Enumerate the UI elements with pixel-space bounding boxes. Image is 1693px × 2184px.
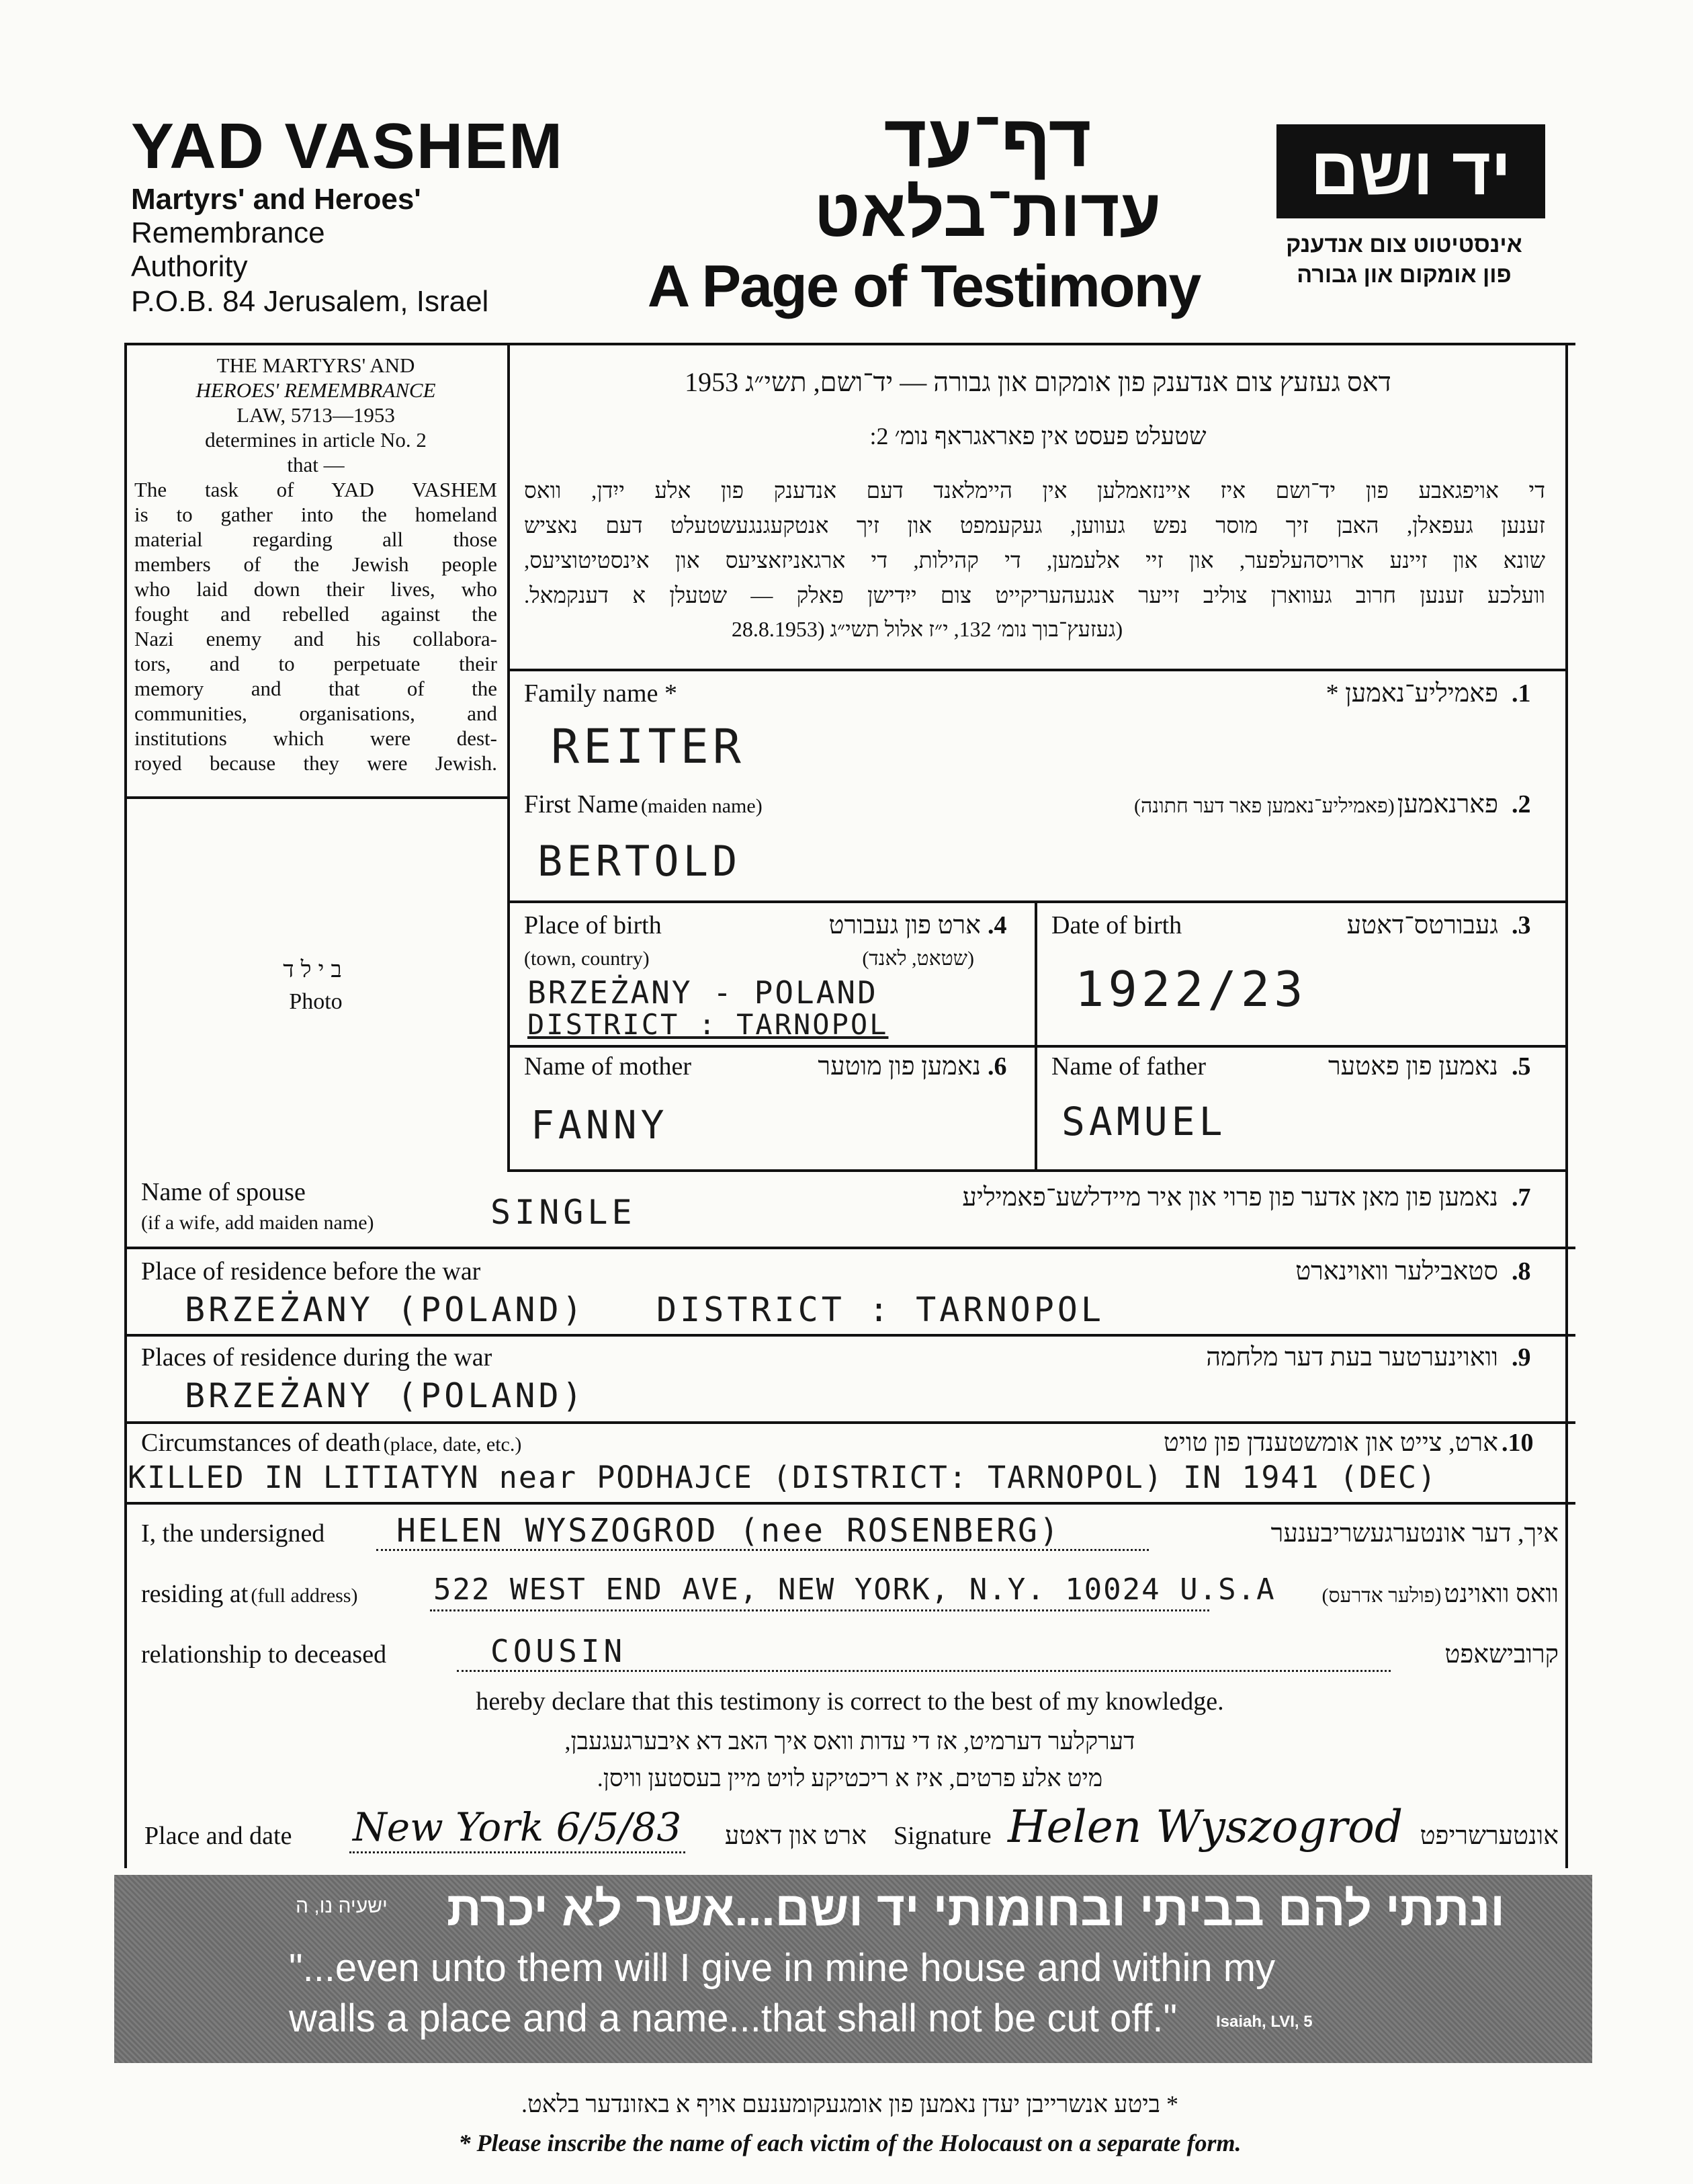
place-of-birth-value-2[interactable]: DISTRICT : TARNOPOL: [527, 1008, 889, 1041]
task-line: memory and that of the: [134, 677, 497, 700]
first-name-value[interactable]: BERTOLD: [537, 837, 742, 886]
banner-en-2: walls a place and a name...that shall not be cut off.": [289, 1997, 1178, 2040]
logo-sub-2: פון אומקום און גבורה: [1297, 262, 1512, 288]
org-block: [131, 110, 564, 320]
signature-value[interactable]: Helen Wyszogrod: [1008, 1801, 1403, 1853]
heb-title-2: עדות־בלאט: [814, 175, 1162, 251]
first-name-heb: פארנאמען: [1397, 790, 1498, 818]
logo-box: [1276, 124, 1545, 218]
banner-heb-ref: ישעיה נו, ה: [296, 1895, 388, 1917]
heb-law-body-line: די אויפגאבע פון יד־ושם איז איינזאמלען אין היימלאנד דעם אנדענק פון אלע ייִדן, וואס: [524, 479, 1545, 503]
place-of-birth-heb: ארט פון געבורט: [828, 911, 981, 939]
law-line-1: THE MARTYRS' AND: [216, 353, 415, 377]
first-name-heb-wrap: [974, 790, 1498, 819]
place-date-value[interactable]: New York 6/5/83: [353, 1804, 682, 1850]
death-label-wrap: [141, 1428, 521, 1458]
residence-before-label: Place of residence before the war: [141, 1257, 481, 1286]
photo-heb: בילד: [283, 958, 349, 982]
heb-law-line-2: שטעלט פעסט אין פאראגראף נומ׳ 2:: [869, 423, 1207, 450]
residing-label-small: (full address): [251, 1585, 358, 1607]
heb-title-1: דף־עד: [883, 99, 1092, 182]
residing-value[interactable]: 522 WEST END AVE, NEW YORK, N.Y. 10024 U.S.A: [433, 1572, 1276, 1607]
mother-num: .6: [988, 1052, 1007, 1081]
date-of-birth-value[interactable]: 1922/23: [1075, 961, 1307, 1017]
mother-label: Name of mother: [524, 1052, 692, 1081]
residence-before-heb: סטאבילער וואוינארט: [1295, 1257, 1498, 1286]
task-line: Nazi enemy and his collabora-: [134, 627, 497, 650]
law-line-2: HEROES' REMEMBRANCE: [196, 378, 436, 402]
banner-en-1: "...even unto them will I give in mine house and within my: [289, 1946, 1276, 1990]
relation-value[interactable]: COUSIN: [490, 1633, 627, 1669]
mother-heb: נאמען פון מוטער: [818, 1052, 981, 1081]
residing-heb-small: (פולער אדרעס): [1321, 1585, 1442, 1607]
signature-heb: אונטערשריפט: [1420, 1822, 1559, 1850]
family-name-label: Family name *: [524, 679, 677, 708]
org-sub-3: Authority: [131, 250, 248, 283]
heb-law-ref: (געזעץ־בוך נומ׳ 132, י״ז אלול תשי״ג (28.8.1953: [731, 617, 1123, 641]
place-of-birth-value-1[interactable]: BRZEŻANY - POLAND: [527, 974, 878, 1011]
org-sub-2: Remembrance: [131, 216, 325, 249]
task-line: members of the Jewish people: [134, 552, 497, 576]
task-line: communities, organisations, and: [134, 702, 497, 725]
banner-en-ref: Isaiah, LVI, 5: [1216, 2013, 1313, 2031]
first-name-label: First Name: [524, 790, 638, 818]
task-line: fought and rebelled against the: [134, 602, 497, 626]
father-label: Name of father: [1051, 1052, 1206, 1081]
place-of-birth-num: .4: [988, 911, 1007, 939]
place-of-birth-heb-small: (שטאט, לאנד): [862, 948, 974, 970]
law-line-5: that —: [287, 453, 345, 476]
signature-label: Signature: [894, 1822, 992, 1850]
father-value[interactable]: SAMUEL: [1061, 1099, 1227, 1144]
law-task: [134, 477, 497, 775]
father-num: .5: [1512, 1052, 1531, 1081]
first-name-heb-small: (פאמיליע־נאמען פאר דער חתונה): [1134, 795, 1395, 817]
mother-value[interactable]: FANNY: [531, 1102, 668, 1148]
spouse-heb: נאמען פון מאן אדער פון פרוי און איר מיידלשע־פאמיליע: [962, 1183, 1498, 1212]
residence-before-value[interactable]: BRZEŻANY (POLAND) DISTRICT : TARNOPOL: [185, 1290, 1104, 1329]
place-of-birth-small: (town, country): [524, 948, 650, 970]
heb-law-body-line: וועלכע זענען חרוב געווארן צוליב זייער אנגעהעריקייט צום ייִדישן פאלק — שטעלן א דענקמאל.: [524, 584, 1545, 608]
father-heb: נאמען פון פאטער: [1328, 1052, 1498, 1081]
relation-heb: קרובישאפט: [1444, 1640, 1559, 1669]
photo-label: Photo: [289, 989, 343, 1014]
residing-heb-wrap: [1216, 1579, 1559, 1609]
law-box: [134, 353, 497, 775]
scripture-banner: [114, 1875, 1592, 2063]
task-line: institutions which were dest-: [134, 726, 497, 750]
place-date-label: Place and date: [144, 1822, 292, 1850]
org-sub-4: P.O.B. 84 Jerusalem, Israel: [131, 285, 489, 318]
residence-during-label: Places of residence during the war: [141, 1343, 492, 1372]
death-label: Circumstances of death: [141, 1429, 381, 1457]
family-name-value[interactable]: REITER: [551, 719, 745, 774]
date-of-birth-num: .3: [1512, 911, 1531, 939]
death-label-small: (place, date, etc.): [383, 1433, 522, 1456]
logo-text: יד ושם: [1310, 134, 1512, 209]
residence-before-num: .8: [1512, 1257, 1531, 1286]
spouse-value[interactable]: SINGLE: [490, 1193, 636, 1232]
undersigned-value[interactable]: HELEN WYSZOGROD (nee ROSENBERG): [396, 1512, 1061, 1550]
banner-heb: ונתתי להם בביתי ובחומותי יד ושם...אשר לא יכרת: [446, 1882, 1505, 1936]
death-value[interactable]: KILLED IN LITIATYN near PODHAJCE (DISTRICT: TARNOPOL) IN 1941 (DEC): [128, 1460, 1438, 1495]
heb-law-body-line: שונא און זיינע ארויסהעלפער, און זיי אלעמען, די קהילות, די ארגאניזאציעס און אינסטיטוציעס,: [524, 549, 1545, 573]
heb-law-line-1: דאס געזעץ צום אנדענק פון אומקום און גבורה — יד־ושם, תשי״ג 1953: [685, 367, 1391, 397]
residing-label-wrap: [141, 1579, 357, 1609]
first-name-num: .2: [1512, 790, 1531, 818]
family-name-heb: פאמיליע־נאמען *: [1326, 679, 1498, 708]
residence-during-value[interactable]: BRZEŻANY (POLAND): [185, 1376, 586, 1415]
residing-label: residing at: [141, 1580, 249, 1608]
undersigned-label: I, the undersigned: [141, 1519, 325, 1548]
death-num: .10: [1502, 1429, 1534, 1457]
footer-heb: * ביטע אנשרייבן יעדן נאמען פון אומגעקומענעם אויף א באזונדער בלאט.: [521, 2091, 1178, 2117]
residence-during-num: .9: [1512, 1343, 1531, 1372]
spouse-label-small: (if a wife, add maiden name): [141, 1212, 374, 1234]
residence-during-heb: וואוינערטער בעת דער מלחמה: [1206, 1343, 1498, 1372]
task-line: tors, and to perpetuate their: [134, 652, 497, 675]
task-line: The task of YAD VASHEM: [134, 478, 497, 501]
org-title: YAD VASHEM: [131, 110, 564, 182]
death-heb: ארט, צייט און אומשטענדן פון טויט: [1163, 1429, 1498, 1457]
heb-law-body: [524, 474, 1545, 614]
residing-heb: וואס וואוינט: [1444, 1580, 1559, 1608]
place-of-birth-label: Place of birth: [524, 911, 662, 939]
heb-law-body-line: זענען געפאלן, האבן זיך מוסר נפש געווען, געקעמפט און זיך אנטקעגנגעשטעלט דעם נאציש: [524, 514, 1545, 538]
logo-sub-1: אינסטיטוט צום אנדענק: [1286, 232, 1522, 257]
declare-heb-1: דערקלער דערמיט, אז די עדות וואס איך האב דא איבערגעגעבן,: [564, 1728, 1135, 1755]
first-name-label-small: (maiden name): [640, 795, 763, 817]
task-line: material regarding all those: [134, 528, 497, 551]
footer-en: * Please inscribe the name of each victim of the Holocaust on a separate form.: [458, 2130, 1242, 2156]
first-name-label-wrap: [524, 790, 763, 819]
task-line: is to gather into the homeland: [134, 503, 497, 526]
declare-text: hereby declare that this testimony is correct to the best of my knowledge.: [476, 1687, 1224, 1716]
family-name-num: .1: [1512, 679, 1531, 708]
declare-heb-2: מיט אלע פרטים, איז א ריכטיקע לויט מיין בעסטען וויסן.: [597, 1765, 1103, 1792]
date-of-birth-heb: געבורטס־דאטע: [1346, 911, 1498, 939]
org-sub-1: Martyrs' and Heroes': [131, 183, 421, 216]
task-line: royed because they were Jewish.: [134, 751, 497, 775]
place-date-heb: ארט און דאטע: [724, 1822, 867, 1850]
spouse-num: .7: [1512, 1183, 1531, 1212]
page-title: A Page of Testimony: [647, 253, 1201, 319]
task-line: who laid down their lives, who: [134, 577, 497, 601]
relation-label: relationship to deceased: [141, 1640, 387, 1669]
spouse-label: Name of spouse: [141, 1178, 306, 1206]
undersigned-heb: איך, דער אונטערגעשריבענער: [1270, 1519, 1559, 1548]
date-of-birth-label: Date of birth: [1051, 911, 1182, 939]
law-line-4: determines in article No. 2: [205, 428, 427, 452]
law-line-3: LAW, 5713—1953: [236, 403, 395, 427]
